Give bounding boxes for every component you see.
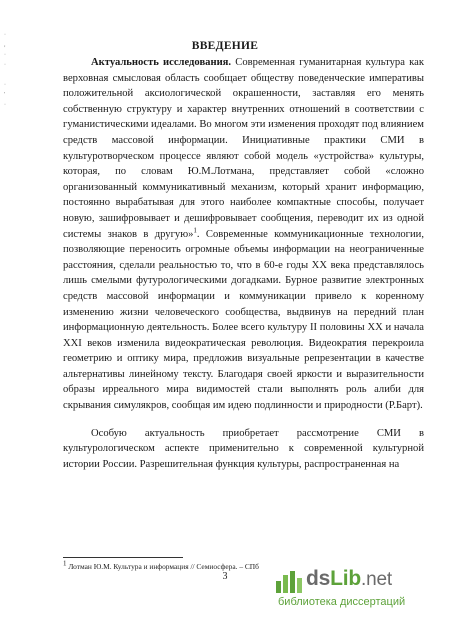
- page-heading: ВВЕДЕНИЕ: [191, 40, 259, 52]
- watermark-brand: [306, 567, 392, 591]
- paragraph-text: Современная гуманитарная культура как верховная смысловая область сообщает обществу поведенческие императивы положительной аксиологической окрашенности, заставляя его менять собственную структуру и характер внутренних отношений в соответствии с гуманистическими идеалами. Во многом эти изменения проходят под влиянием средств массовой информации. Инициативные практики СМИ в культуротворческом процессе являют собой модель «устройства» культуры, которая, по словам Ю.М.Лотмана, представляет собой «сложно организованный коммуникативный механизм, который хранит информацию, постоянно вырабатывая для этого наиболее компактные способы, получает новую, зашифровывает и дешифровывает сообщения, переводит их из одной системы знаков в другую»: [63, 57, 424, 240]
- footnote-reference: 1: [193, 226, 197, 234]
- paragraph-2: Особую актуальность приобретает рассмотрение СМИ в культурологическом аспекте применительно к современной культурной истории России. Разрешительная функция культуры, распространенная на: [63, 427, 424, 470]
- brand-lib: Lib: [330, 567, 361, 590]
- brand-ds: ds: [306, 567, 331, 590]
- dslib-watermark: [274, 569, 444, 611]
- brand-net: .net: [361, 569, 392, 590]
- footnote-text: Лотман Ю.М. Культура и информация // Семиосфера. – СПб: [66, 562, 259, 571]
- watermark-tagline: библиотека диссертаций: [278, 596, 406, 608]
- footnote-mark: 1: [63, 559, 67, 568]
- footnote-divider: [63, 557, 183, 558]
- paragraph-lead: Актуальность исследования.: [91, 57, 232, 68]
- dslib-logo-icon: [274, 569, 304, 595]
- body-text: [63, 55, 424, 472]
- page-number: 3: [222, 571, 228, 582]
- paragraph-1: [63, 55, 424, 414]
- paragraph-text-continued: . Современные коммуникационные технологии, позволяющие переносить огромные объемы информации на неограниченные расстояния, сделали реальностью то, что в 60-е годы ХХ века представлялось лишь смелыми футурологическими догадками. Бурное развитие электронных средств массовой информации и коммуникации привело к коренному изменению жизни человеческого сообщества, выдвинув на передний план информационную деятельность. Более всего культуру II половины ХХ и начала ХХI веков изменила видеократическая революция. Видеократия перекроила геометрию и оптику мира, предложив визуальные репрезентации в качестве альтернативы линейному тексту. Благодаря своей яркости и выразительности образы ирреального мира видимостей стали выполнять роль алиби для скрывания симулякров, сообщая им идею подлинности и природности (Р.Барт).: [63, 228, 424, 412]
- scan-margin-marks: · , · · · ' ·: [4, 32, 6, 108]
